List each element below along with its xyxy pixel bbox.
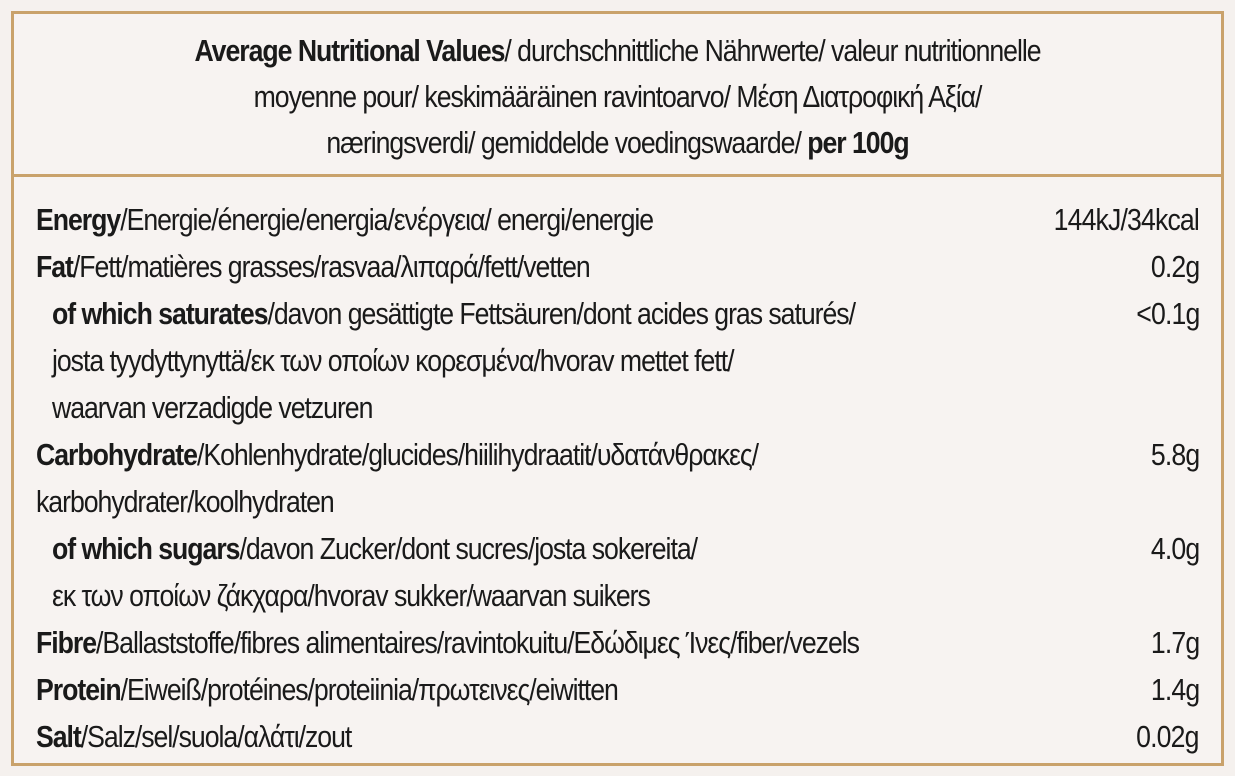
nutrient-label	[52, 525, 697, 572]
nutrient-translations: /Eiweiß/protéines/proteiinia/πρωτεινες/eiwitten	[120, 672, 618, 707]
nutrient-name: Carbohydrate	[36, 437, 197, 472]
nutrient-translations: /Ballaststoffe/fibres alimentaires/ravintokuitu/Εδώδιμες Ίνες/fiber/vezels	[96, 625, 859, 660]
nutrient-label	[36, 666, 618, 713]
nutrient-rows	[14, 196, 1221, 760]
row-saturates	[14, 290, 1221, 337]
nutrient-value: 1.4g	[1150, 672, 1199, 707]
nutrient-translations: /Kohlenhydrate/glucides/hiilihydraatit/υδατάνθρακες/	[196, 437, 759, 472]
nutrient-value: 0.2g	[1150, 249, 1199, 284]
row-saturates-cont-2	[14, 384, 1221, 431]
nutrient-label	[36, 431, 758, 478]
nutrient-label	[36, 713, 351, 760]
nutrient-translations-cont: waarvan verzadigde vetzuren	[52, 390, 373, 425]
row-saturates-cont-1	[14, 337, 1221, 384]
nutrient-name: of which saturates	[52, 296, 268, 331]
row-carbohydrate	[14, 431, 1221, 478]
nutrient-value: 5.8g	[1150, 437, 1199, 472]
nutrient-translations: /Energie/énergie/energia/ενέργεια/ energi/energie	[120, 202, 654, 237]
nutrient-value: 1.7g	[1150, 625, 1199, 660]
nutrient-name: Energy	[36, 202, 121, 237]
nutrient-name: of which sugars	[52, 531, 240, 566]
nutrient-name: Fibre	[36, 625, 97, 660]
nutrient-name: Salt	[36, 719, 81, 754]
header-line-2: moyenne pour/ keskimääräinen ravintoarvo/ Μέση Διατροφική Αξία/	[253, 79, 982, 114]
nutrient-label	[36, 619, 859, 666]
nutrient-value: 0.02g	[1136, 719, 1199, 754]
nutrient-label	[52, 290, 855, 337]
header-line-1	[98, 28, 1136, 74]
nutrient-translations: /Fett/matières grasses/rasvaa/λιπαρά/fett/vetten	[72, 249, 590, 284]
row-sugars	[14, 525, 1221, 572]
header-title: Average Nutritional Values	[194, 33, 505, 68]
nutrient-value: <0.1g	[1135, 296, 1199, 331]
row-sugars-cont	[14, 572, 1221, 619]
nutrient-translations-cont: karbohydrater/koolhydraten	[36, 484, 334, 519]
nutrient-value: 144kJ/34kcal	[1053, 202, 1199, 237]
nutrient-label	[36, 243, 590, 290]
header-line-3	[98, 120, 1136, 166]
nutrient-translations-cont: εκ των οποίων ζάκχαρα/hvorav sukker/waarvan suikers	[52, 578, 650, 613]
per-100g-label: per 100g	[807, 125, 909, 160]
nutrient-translations: /davon gesättigte Fettsäuren/dont acides gras saturés/	[267, 296, 855, 331]
nutrient-translations: /davon Zucker/dont sucres/josta sokereita/	[239, 531, 698, 566]
row-fibre	[14, 619, 1221, 666]
nutrient-label	[36, 196, 653, 243]
nutrient-translations-cont: josta tyydyttynyttä/εκ των οποίων κορεσμένα/hvorav mettet fett/	[52, 343, 734, 378]
nutrient-translations: /Salz/sel/suola/αλάτι/zout	[80, 719, 352, 754]
nutrition-table	[11, 11, 1224, 766]
row-protein	[14, 666, 1221, 713]
row-carbohydrate-cont	[14, 478, 1221, 525]
header-translations-cont: næringsverdi/ gemiddelde voedingswaarde/	[326, 125, 801, 160]
nutrient-name: Protein	[36, 672, 121, 707]
row-energy	[14, 196, 1221, 243]
header-translations: / durchschnittliche Nährwerte/ valeur nutritionnelle	[504, 33, 1041, 68]
row-salt	[14, 713, 1221, 760]
nutrient-name: Fat	[36, 249, 73, 284]
row-fat	[14, 243, 1221, 290]
nutrient-value: 4.0g	[1150, 531, 1199, 566]
table-header	[14, 14, 1221, 177]
